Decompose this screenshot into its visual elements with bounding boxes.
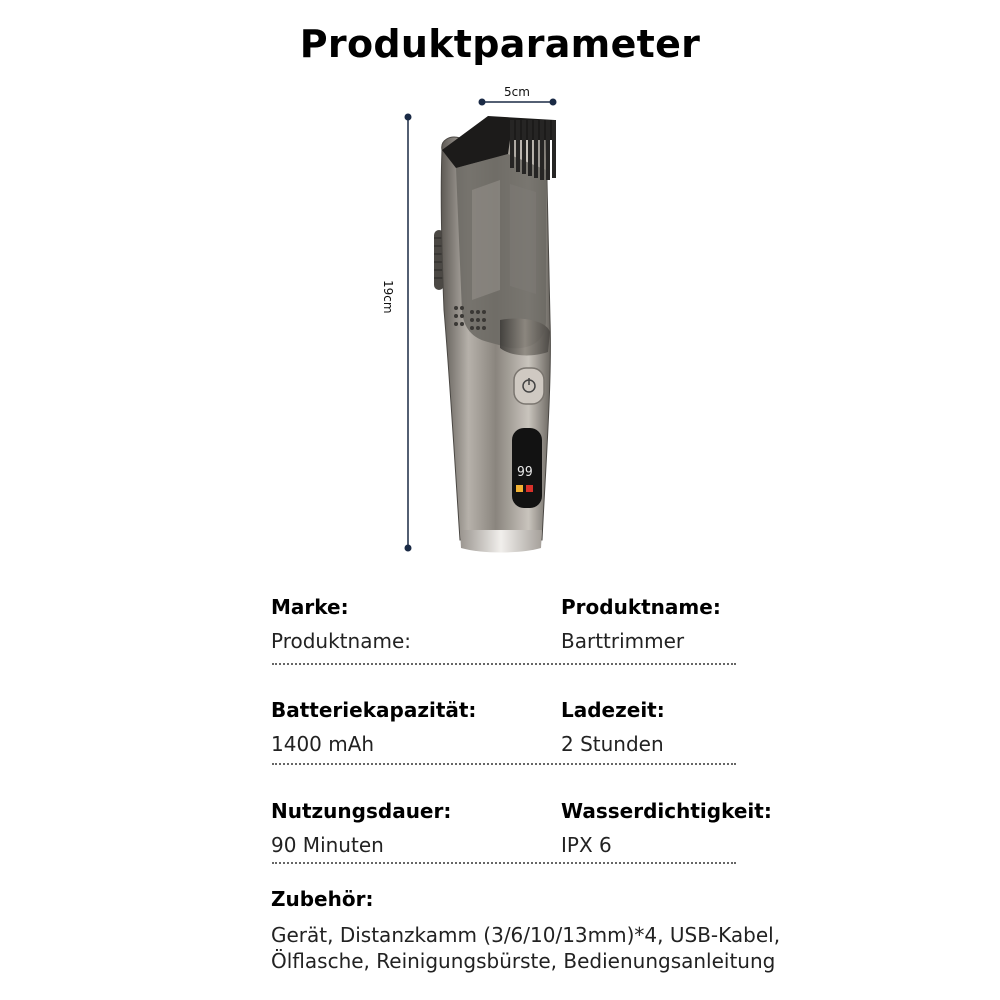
spec-batterie (271, 697, 476, 757)
spec-label: Marke: (271, 595, 349, 619)
height-label: 19cm (381, 280, 395, 314)
spec-value: Barttrimmer (561, 629, 685, 653)
spec-label: Nutzungsdauer: (271, 799, 452, 823)
spec-label: Wasserdichtigkeit: (561, 799, 772, 823)
led-display (512, 428, 542, 508)
trimmer-base (460, 530, 542, 553)
spec-value: 1400 mAh (271, 732, 375, 756)
page-title: Produktparameter (299, 22, 701, 66)
spec-produktname (561, 594, 721, 654)
power-button (514, 368, 544, 404)
spec-label: Produktname: (561, 595, 721, 619)
accessories-section (271, 886, 871, 974)
spec-nutzung (271, 798, 451, 858)
accessories-list (271, 922, 871, 974)
width-label: 5cm (504, 85, 530, 99)
accessories-line: Gerät, Distanzkamm (3/6/10/13mm)*4, USB-Kabel, (271, 923, 781, 947)
display-digits: 99 (517, 465, 533, 480)
product-illustration (360, 80, 620, 570)
height-dimension (381, 114, 412, 552)
spec-value: Produktname: (271, 629, 411, 653)
spec-value: IPX 6 (561, 833, 612, 857)
spec-value: 2 Stunden (561, 732, 664, 756)
divider (272, 862, 736, 864)
spec-marke (271, 594, 411, 654)
spec-label: Batteriekapazität: (271, 698, 477, 722)
spec-value: 90 Minuten (271, 833, 384, 857)
accessories-line: Ölflasche, Reinigungsbürste, Bedienungsanleitung (271, 949, 776, 973)
spec-ladezeit (561, 697, 665, 757)
divider (272, 663, 736, 665)
spec-wasser (561, 798, 772, 858)
accessories-label: Zubehör: (271, 887, 374, 911)
divider (272, 763, 736, 765)
spec-label: Ladezeit: (561, 698, 665, 722)
width-dimension (479, 85, 557, 106)
